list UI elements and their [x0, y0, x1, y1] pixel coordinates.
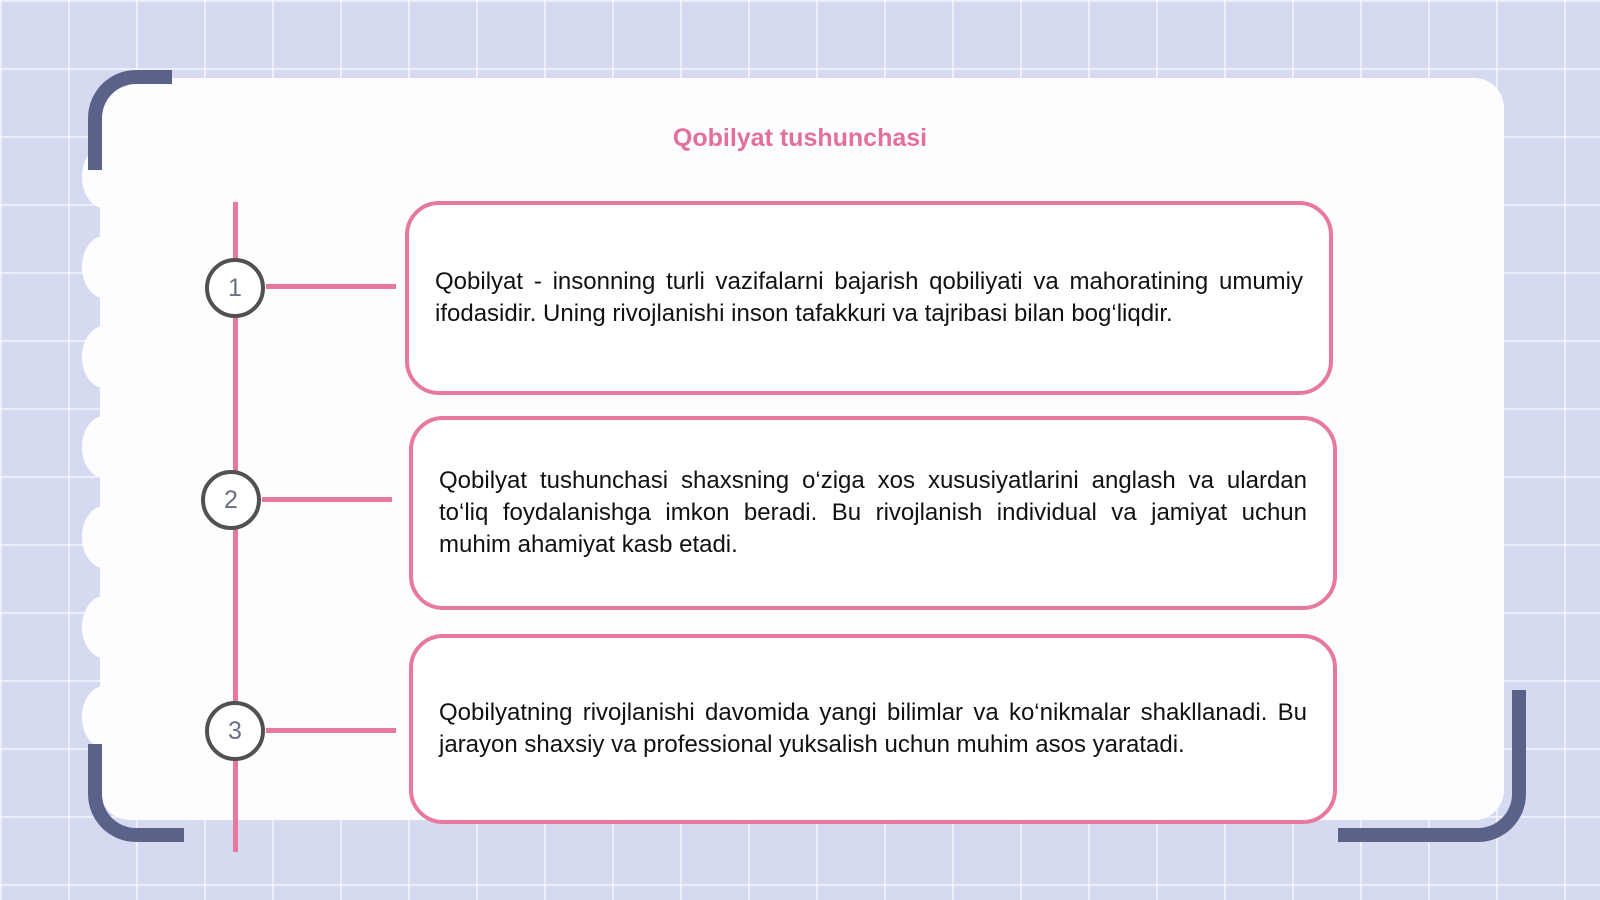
step-text: Qobilyat - insonning turli vazifalarni bajarish qobiliyati va mahoratining umumiy ifodasidir. Uning rivojlanishi inson tafakkuri va tajribasi bilan bog‘liqdir. [435, 268, 1303, 327]
paper-scallop [82, 236, 126, 298]
paper-scallop [82, 326, 126, 388]
slide-title: Qobilyat tushunchasi [672, 124, 928, 152]
timeline-connector [262, 497, 392, 502]
step-number: 2 [224, 485, 238, 514]
step-number: 3 [228, 716, 242, 745]
corner-bracket-top-left [88, 70, 172, 170]
step-text: Qobilyatning rivojlanishi davomida yangi bilimlar va ko‘nikmalar shakllanadi. Bu jarayon shaxsiy va professional yuksalish uchun muhim asos yaratadi. [439, 699, 1307, 758]
corner-bracket-bottom-right [1338, 690, 1526, 842]
step-number-badge [205, 258, 265, 318]
step-number: 1 [228, 273, 242, 302]
paper-scallop [82, 596, 126, 658]
step-card [409, 416, 1337, 610]
paper-scallop [82, 506, 126, 568]
step-text: Qobilyat tushunchasi shaxsning o‘ziga xos xususiyatlarini anglash va ulardan to‘liq foydalanishga imkon beradi. Bu rivojlanish individual va jamiyat uchun muhim ahamiyat kasb etadi. [439, 467, 1307, 558]
step-card [405, 201, 1333, 395]
step-number-badge [201, 470, 261, 530]
corner-bracket-bottom-left [88, 744, 184, 842]
step-number-badge [205, 701, 265, 761]
paper-scallop [82, 416, 126, 478]
timeline-connector [266, 284, 396, 289]
timeline-connector [266, 728, 396, 733]
paper-scallop [82, 686, 126, 748]
step-card [409, 634, 1337, 824]
